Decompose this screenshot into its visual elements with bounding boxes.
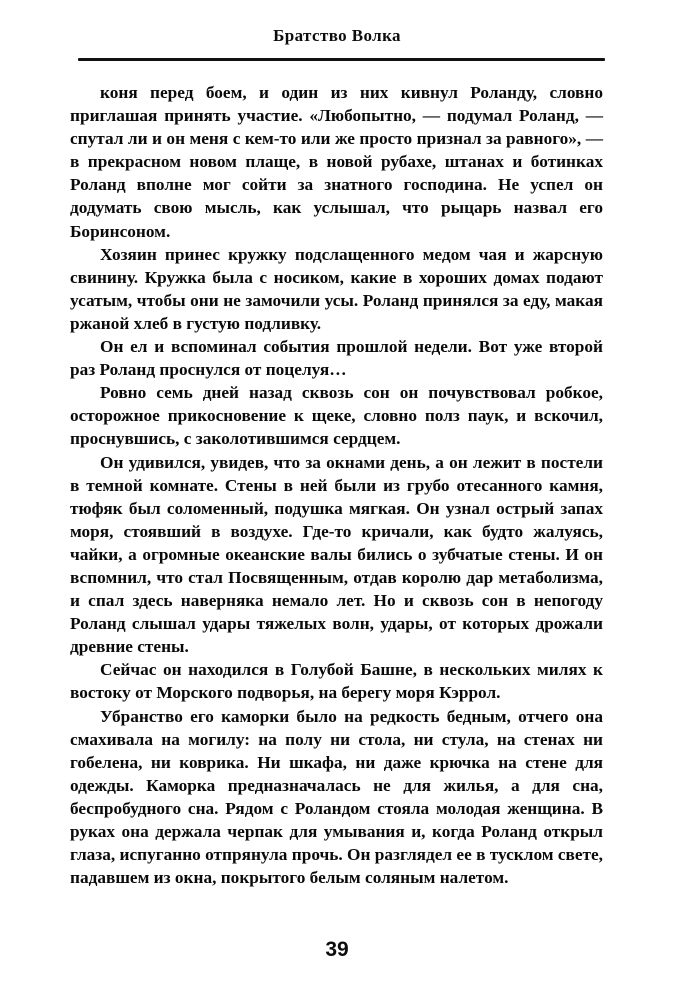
paragraph: Хозяин принес кружку подслащенного медом чая и жарсную свинину. Кружка была с носиком, какие в хороших домах подают усатым, чтобы они не замочили усы. Роланд принялся за еду, макая ржаной хлеб в густую подливку. (70, 244, 603, 333)
paragraph: Он удивился, увидев, что за окнами день, а он лежит в постели в темной комнате. Стены в ней были из грубо отесанного камня, тюфяк был соломенный, подушка мягкая. Он узнал острый запах моря, стоявший в воздухе. Где-то кричали, как будто жалуясь, чайки, а огромные океанские валы бились о зубчатые стены. И он вспомнил, что стал Посвященным, отдав королю дар метаболизма, и спал здесь наверняка немало лет. Но и сквозь сон в непогоду Роланд слышал удары тяжелых волн, удары, от которых дрожали древние стены. (70, 452, 603, 657)
body-text-block (70, 81, 603, 889)
header-rule (78, 58, 605, 61)
paragraph: Сейчас он находился в Голубой Башне, в нескольких милях к востоку от Морского подворья, на берегу моря Кэррол. (70, 660, 603, 703)
running-head: Братство Волка (273, 26, 401, 45)
paragraph: Ровно семь дней назад сквозь сон он почувствовал робкое, осторожное прикосновение к щеке, словно полз паук, и вскочил, проснувшись, с заколотившимся сердцем. (70, 383, 603, 449)
paragraph: Убранство его каморки было на редкость бедным, отчего она смахивала на могилу: на полу ни стола, ни стула, на стенах ни гобелена, ни коврика. Ни шкафа, ни даже крючка на стене для одежды. Каморка предназначалась не для жилья, а для сна, беспробудного сна. Рядом с Роландом стояла молодая женщина. В руках она держала черпак для умывания и, когда Роланд открыл глаза, испуганно отпрянула прочь. Он разглядел ее в тусклом свете, падавшем из окна, покрытого белым соляным налетом. (70, 706, 603, 888)
page-number: 39 (325, 938, 349, 961)
paragraph: Он ел и вспоминал события прошлой недели. Вот уже второй раз Роланд проснулся от поцелуя… (70, 337, 603, 380)
paragraph: коня перед боем, и один из них кивнул Роланду, словно приглашая принять участие. «Любопытно, — подумал Роланд, — спутал ли и он меня с кем-то или же просто признал за равного», — в прекрасном новом плаще, в новой рубахе, штанах и ботинках Роланд вполне мог сойти за знатного господина. Не успел он додумать свою мысль, как услышал, что рыцарь назвал его Боринсоном. (70, 83, 603, 241)
